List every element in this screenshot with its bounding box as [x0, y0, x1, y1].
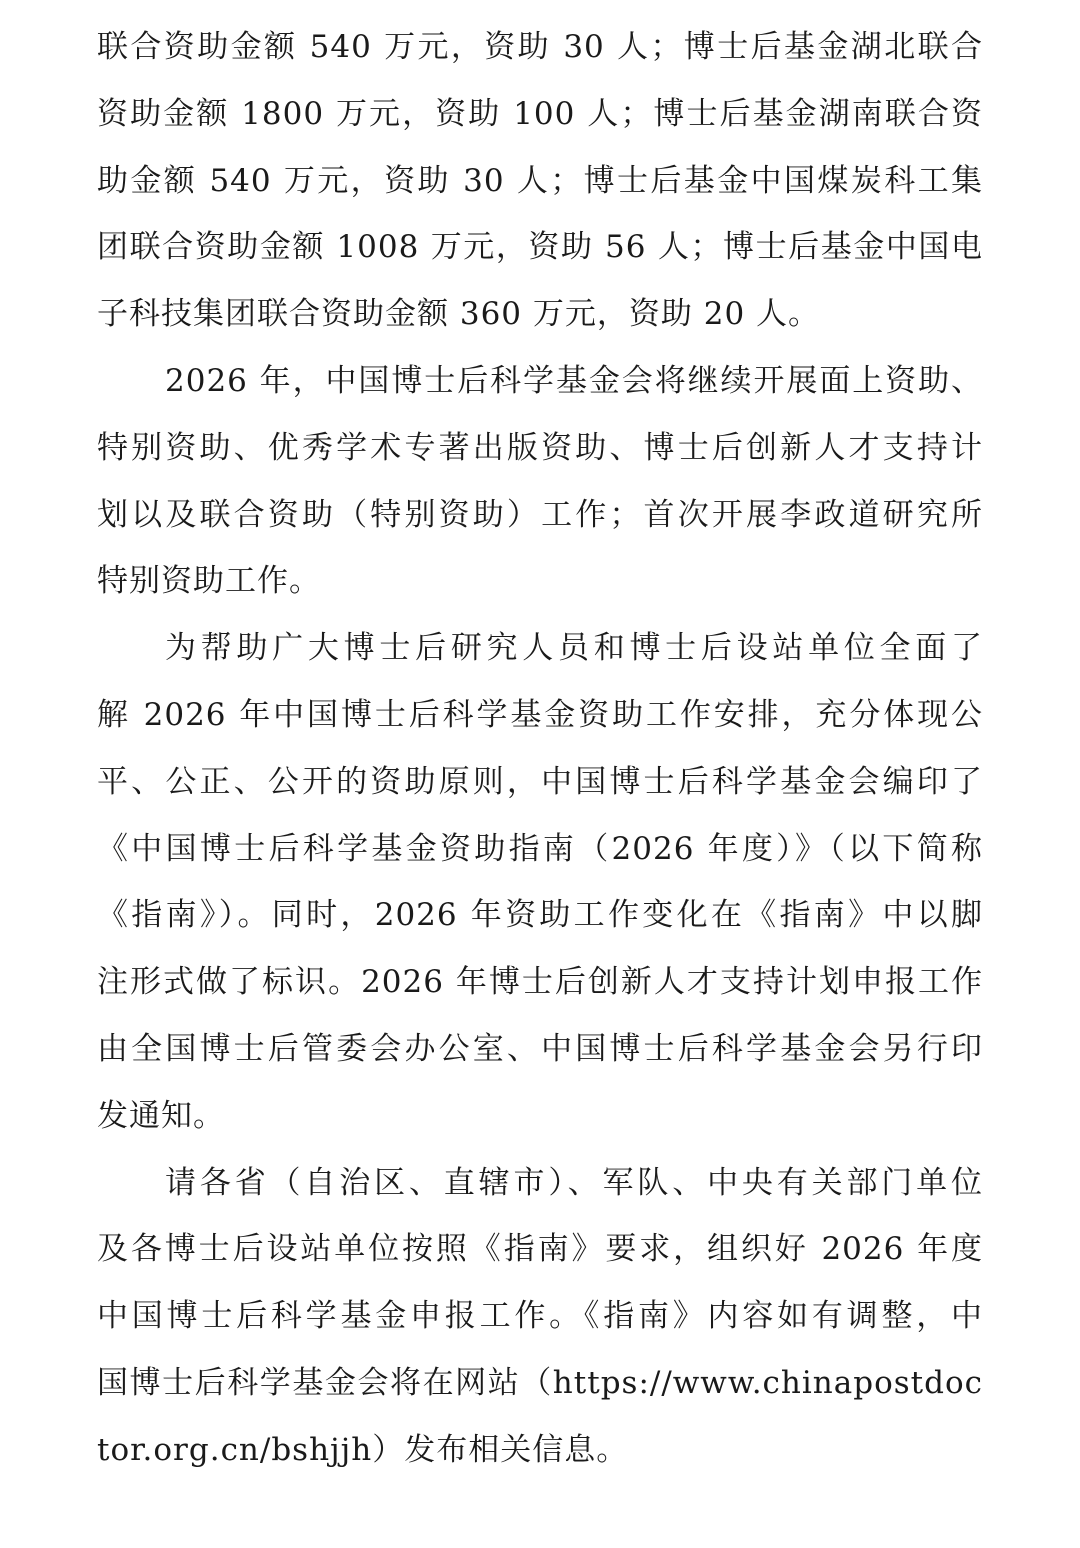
- text-line: 及各博士后设站单位按照《指南》要求，组织好 2026 年度: [97, 1231, 983, 1268]
- text-line: tor.org.cn/bshjjh）发布相关信息。: [97, 1431, 629, 1468]
- text-line: 发通知。: [97, 1097, 225, 1134]
- text-line: 中国博士后科学基金申报工作。《指南》内容如有调整，中: [97, 1298, 983, 1335]
- text-line: 由全国博士后管委会办公室、中国博士后科学基金会另行印: [97, 1030, 983, 1067]
- paragraph-request: [97, 1150, 983, 1484]
- text-line: 特别资助、优秀学术专著出版资助、博士后创新人才支持计: [97, 429, 983, 466]
- text-line: 平、公正、公开的资助原则，中国博士后科学基金会编印了: [97, 763, 983, 800]
- text-line: 联合资助金额 540 万元，资助 30 人；博士后基金湖北联合: [97, 29, 983, 65]
- paragraph-guide: [97, 615, 983, 1149]
- text-line: 划以及联合资助（特别资助）工作；首次开展李政道研究所: [97, 496, 983, 533]
- document-body: [97, 14, 983, 1484]
- text-line: 团联合资助金额 1008 万元，资助 56 人；博士后基金中国电: [97, 229, 983, 266]
- paragraph-joint-funding: [97, 14, 983, 348]
- text-line: 国博士后科学基金会将在网站（https://www.chinapostdoc: [97, 1364, 983, 1401]
- paragraph-2026-plan: [97, 348, 983, 615]
- text-line: 子科技集团联合资助金额 360 万元，资助 20 人。: [97, 296, 821, 333]
- text-line: 资助金额 1800 万元，资助 100 人；博士后基金湖南联合资: [97, 95, 983, 132]
- text-line: 解 2026 年中国博士后科学基金资助工作安排，充分体现公: [97, 696, 983, 733]
- text-line: 2026 年，中国博士后科学基金会将继续开展面上资助、: [165, 362, 983, 399]
- text-line: 注形式做了标识。2026 年博士后创新人才支持计划申报工作: [97, 964, 983, 1001]
- text-line: 特别资助工作。: [97, 563, 321, 600]
- text-line: 为帮助广大博士后研究人员和博士后设站单位全面了: [165, 630, 983, 667]
- text-line: 《指南》）。同时，2026 年资助工作变化在《指南》中以脚: [97, 897, 983, 934]
- text-line: 《中国博士后科学基金资助指南（2026 年度）》（以下简称: [97, 830, 983, 867]
- text-line: 助金额 540 万元，资助 30 人；博士后基金中国煤炭科工集: [97, 162, 983, 199]
- text-line: 请各省（自治区、直辖市）、军队、中央有关部门单位: [165, 1164, 983, 1201]
